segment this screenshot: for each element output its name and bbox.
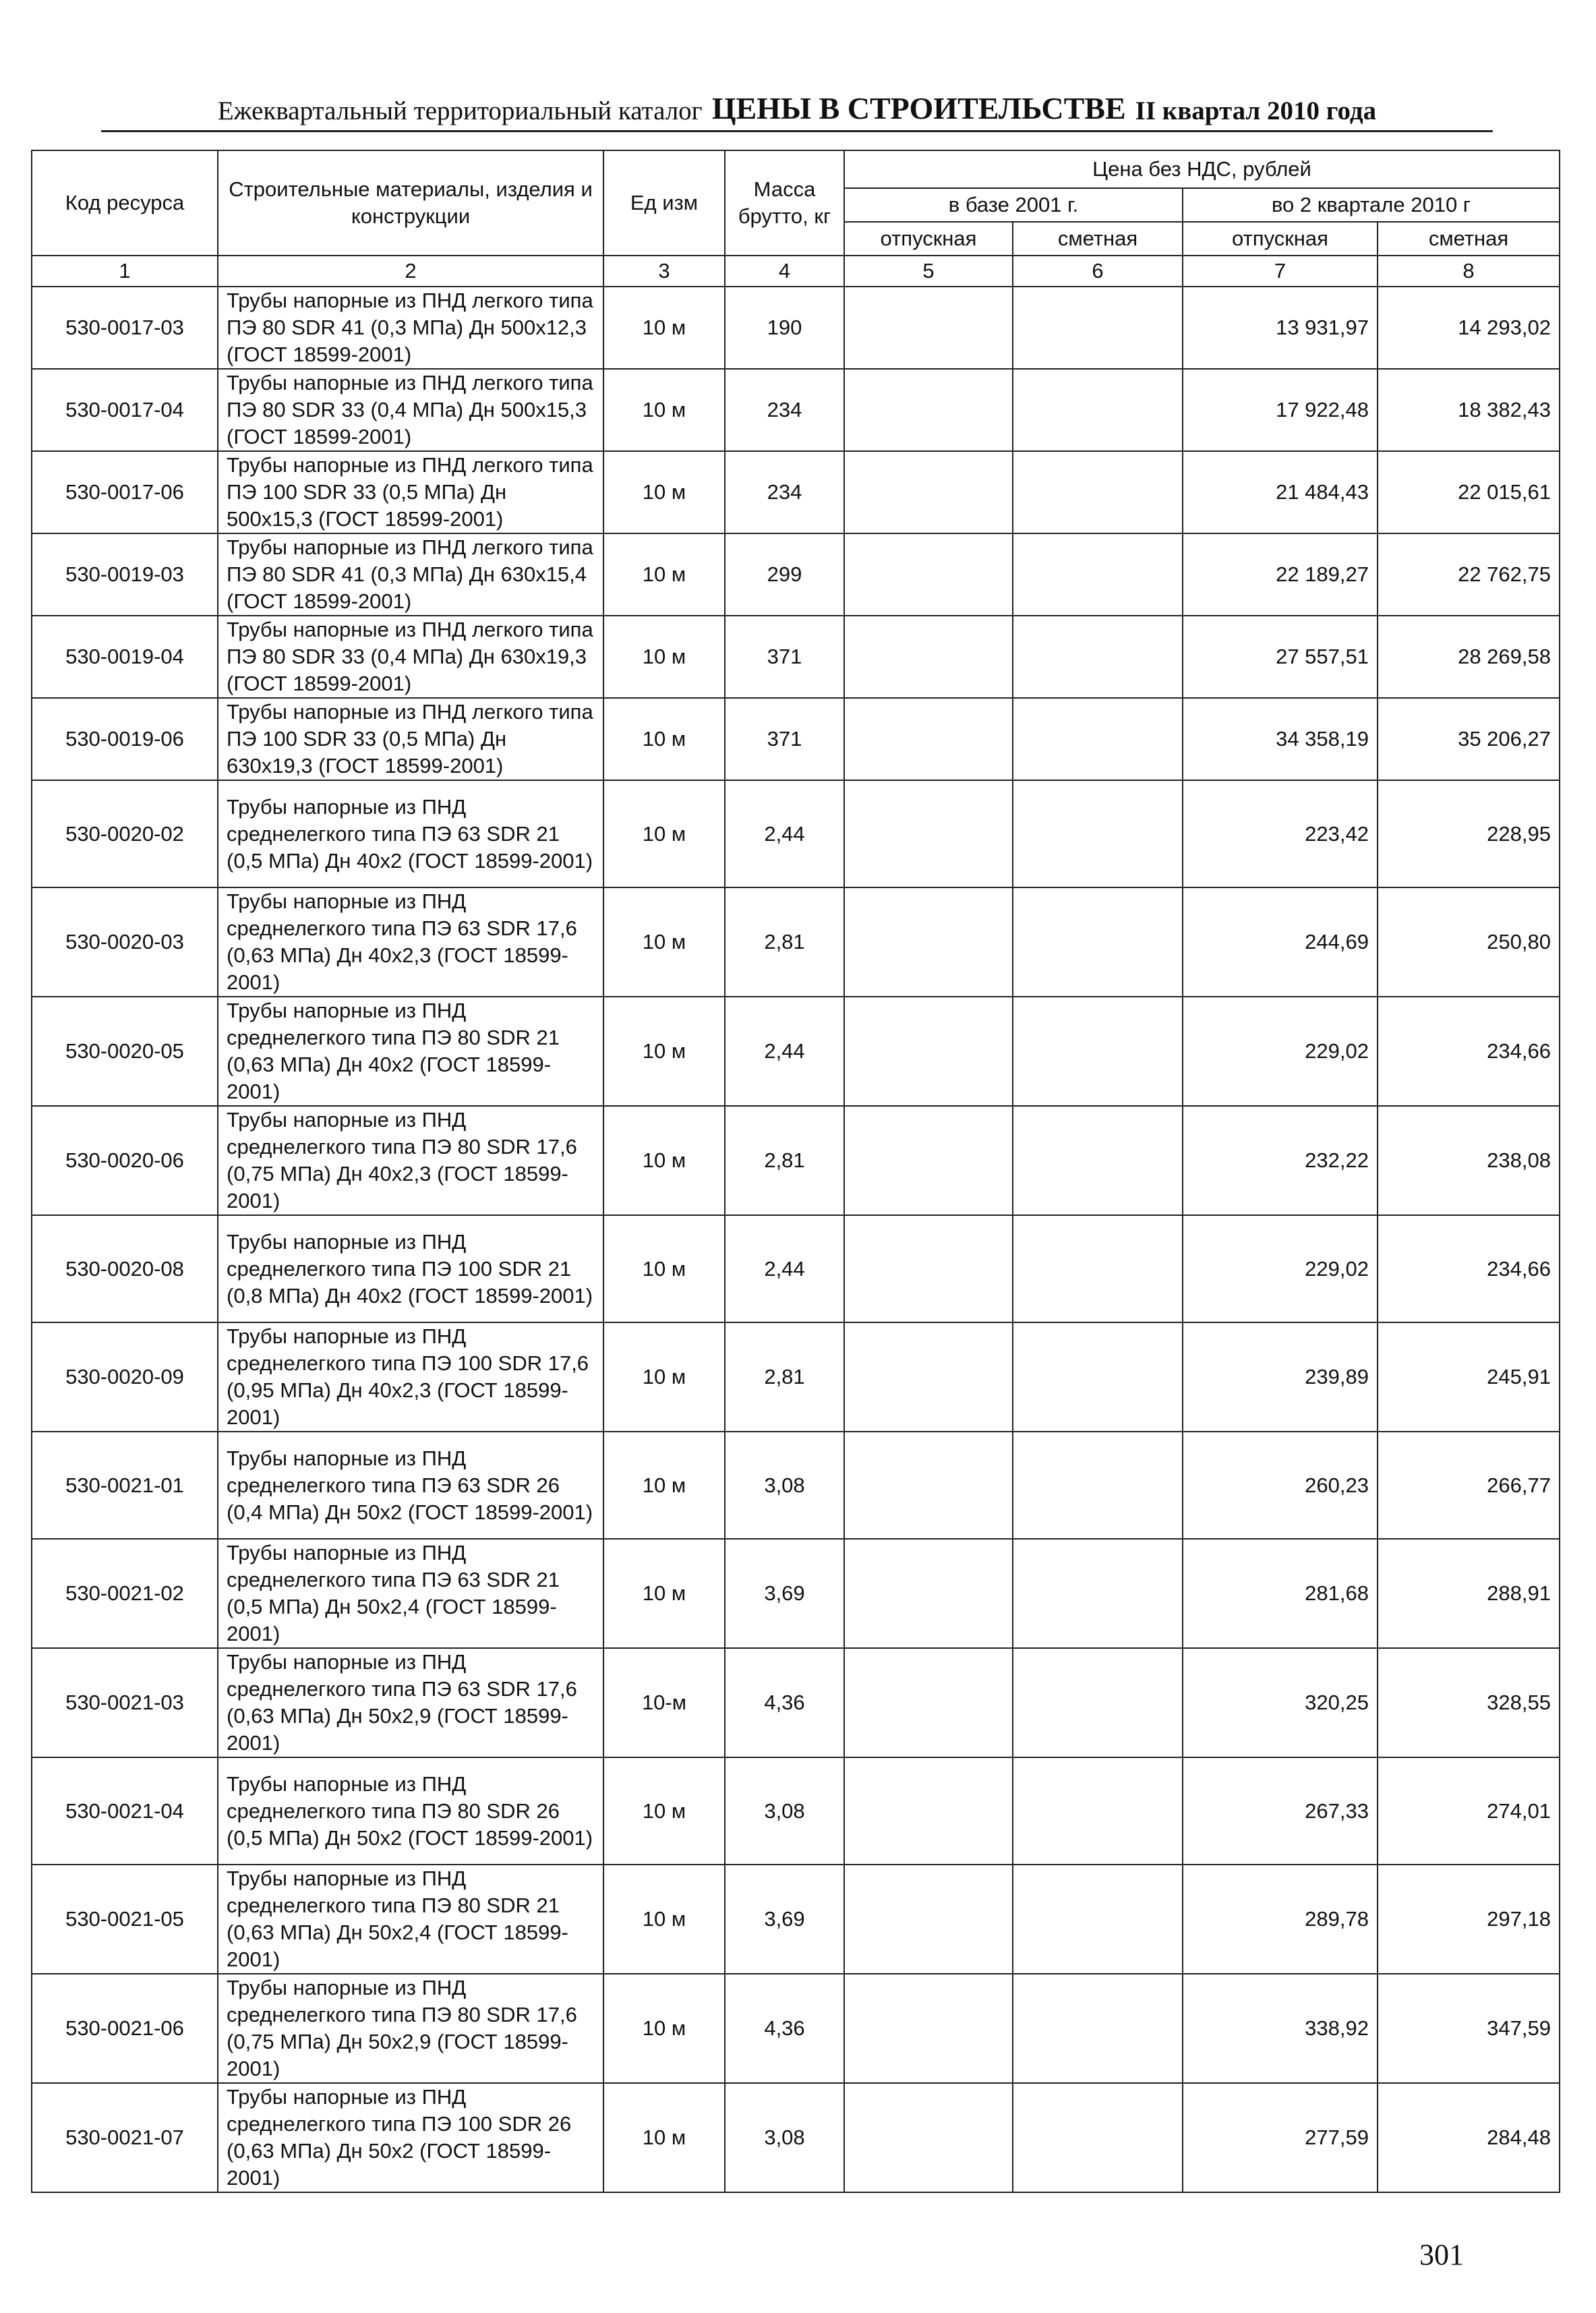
base-release-price bbox=[844, 616, 1013, 698]
table-row bbox=[32, 616, 1560, 698]
base-estimate-price bbox=[1013, 451, 1183, 533]
column-number: 7 bbox=[1183, 256, 1378, 287]
gross-mass: 299 bbox=[725, 533, 844, 616]
current-release-price: 229,02 bbox=[1183, 1215, 1378, 1322]
col-header-base-release: отпускная bbox=[844, 222, 1013, 256]
base-estimate-price bbox=[1013, 698, 1183, 780]
current-release-price: 338,92 bbox=[1183, 1974, 1378, 2083]
current-release-price: 17 922,48 bbox=[1183, 369, 1378, 451]
material-name: Трубы напорные из ПНД среднелегкого типа ПЭ 80 SDR 17,6 (0,75 МПа) Дн 50х2,9 (ГОСТ 18599-2001) bbox=[218, 1974, 603, 2083]
price-table bbox=[31, 150, 1560, 2193]
unit-of-measure: 10 м bbox=[603, 1432, 725, 1539]
column-number: 1 bbox=[32, 256, 218, 287]
current-estimate-price: 284,48 bbox=[1378, 2083, 1560, 2192]
gross-mass: 3,08 bbox=[725, 1757, 844, 1865]
base-release-price bbox=[844, 1215, 1013, 1322]
gross-mass: 4,36 bbox=[725, 1648, 844, 1757]
unit-of-measure: 10 м bbox=[603, 997, 725, 1106]
material-name: Трубы напорные из ПНД среднелегкого типа ПЭ 80 SDR 21 (0,63 МПа) Дн 50х2,4 (ГОСТ 18599-2001) bbox=[218, 1865, 603, 1974]
table-row bbox=[32, 1106, 1560, 1215]
current-release-price: 260,23 bbox=[1183, 1432, 1378, 1539]
base-estimate-price bbox=[1013, 997, 1183, 1106]
current-release-price: 289,78 bbox=[1183, 1865, 1378, 1974]
table-row bbox=[32, 698, 1560, 780]
current-estimate-price: 18 382,43 bbox=[1378, 369, 1560, 451]
table-row bbox=[32, 1322, 1560, 1432]
gross-mass: 3,08 bbox=[725, 1432, 844, 1539]
base-estimate-price bbox=[1013, 1865, 1183, 1974]
current-estimate-price: 266,77 bbox=[1378, 1432, 1560, 1539]
current-estimate-price: 228,95 bbox=[1378, 780, 1560, 887]
table-row bbox=[32, 1215, 1560, 1322]
material-name: Трубы напорные из ПНД среднелегкого типа ПЭ 80 SDR 17,6 (0,75 МПа) Дн 40х2,3 (ГОСТ 18599-2001) bbox=[218, 1106, 603, 1215]
resource-code: 530-0020-03 bbox=[32, 887, 218, 997]
col-header-price-group: Цена без НДС, рублей bbox=[844, 150, 1560, 188]
table-row bbox=[32, 887, 1560, 997]
header-title: ЦЕНЫ В СТРОИТЕЛЬСТВЕ bbox=[711, 91, 1126, 125]
unit-of-measure: 10 м bbox=[603, 287, 725, 369]
current-release-price: 34 358,19 bbox=[1183, 698, 1378, 780]
table-row bbox=[32, 1757, 1560, 1865]
base-estimate-price bbox=[1013, 780, 1183, 887]
column-number: 3 bbox=[603, 256, 725, 287]
material-name: Трубы напорные из ПНД среднелегкого типа ПЭ 100 SDR 26 (0,63 МПа) Дн 50х2 (ГОСТ 18599-2001) bbox=[218, 2083, 603, 2192]
table-row bbox=[32, 369, 1560, 451]
base-release-price bbox=[844, 1539, 1013, 1648]
current-estimate-price: 234,66 bbox=[1378, 997, 1560, 1106]
current-estimate-price: 245,91 bbox=[1378, 1322, 1560, 1432]
current-estimate-price: 297,18 bbox=[1378, 1865, 1560, 1974]
resource-code: 530-0017-03 bbox=[32, 287, 218, 369]
current-estimate-price: 238,08 bbox=[1378, 1106, 1560, 1215]
col-header-cur-release: отпускная bbox=[1183, 222, 1378, 256]
base-estimate-price bbox=[1013, 1432, 1183, 1539]
table-row bbox=[32, 997, 1560, 1106]
page-number: 301 bbox=[1419, 2238, 1464, 2271]
gross-mass: 2,81 bbox=[725, 1322, 844, 1432]
gross-mass: 2,81 bbox=[725, 1106, 844, 1215]
col-header-current-group: во 2 квартале 2010 г bbox=[1183, 188, 1560, 222]
resource-code: 530-0019-06 bbox=[32, 698, 218, 780]
base-release-price bbox=[844, 1757, 1013, 1865]
col-header-mass: Масса брутто, кг bbox=[725, 150, 844, 256]
base-release-price bbox=[844, 887, 1013, 997]
current-release-price: 281,68 bbox=[1183, 1539, 1378, 1648]
header-period: II квартал 2010 года bbox=[1135, 96, 1377, 125]
column-number-row bbox=[32, 256, 1560, 287]
table-row bbox=[32, 451, 1560, 533]
resource-code: 530-0021-05 bbox=[32, 1865, 218, 1974]
material-name: Трубы напорные из ПНД легкого типа ПЭ 80 SDR 33 (0,4 МПа) Дн 500х15,3 (ГОСТ 18599-2001) bbox=[218, 369, 603, 451]
base-release-price bbox=[844, 780, 1013, 887]
unit-of-measure: 10 м bbox=[603, 1106, 725, 1215]
base-release-price bbox=[844, 369, 1013, 451]
base-release-price bbox=[844, 1106, 1013, 1215]
base-estimate-price bbox=[1013, 2083, 1183, 2192]
col-header-base-estimate: сметная bbox=[1013, 222, 1183, 256]
material-name: Трубы напорные из ПНД среднелегкого типа ПЭ 100 SDR 21 (0,8 МПа) Дн 40х2 (ГОСТ 18599-2001) bbox=[218, 1215, 603, 1322]
col-header-base-group: в базе 2001 г. bbox=[844, 188, 1183, 222]
base-estimate-price bbox=[1013, 616, 1183, 698]
unit-of-measure: 10-м bbox=[603, 1648, 725, 1757]
base-release-price bbox=[844, 533, 1013, 616]
material-name: Трубы напорные из ПНД легкого типа ПЭ 80 SDR 41 (0,3 МПа) Дн 500х12,3 (ГОСТ 18599-2001) bbox=[218, 287, 603, 369]
current-estimate-price: 28 269,58 bbox=[1378, 616, 1560, 698]
resource-code: 530-0021-06 bbox=[32, 1974, 218, 2083]
material-name: Трубы напорные из ПНД среднелегкого типа ПЭ 63 SDR 17,6 (0,63 МПа) Дн 50х2,9 (ГОСТ 18599-2001) bbox=[218, 1648, 603, 1757]
material-name: Трубы напорные из ПНД среднелегкого типа ПЭ 80 SDR 26 (0,5 МПа) Дн 50х2 (ГОСТ 18599-2001) bbox=[218, 1757, 603, 1865]
column-number: 8 bbox=[1378, 256, 1560, 287]
base-estimate-price bbox=[1013, 287, 1183, 369]
current-release-price: 277,59 bbox=[1183, 2083, 1378, 2192]
unit-of-measure: 10 м bbox=[603, 887, 725, 997]
resource-code: 530-0020-06 bbox=[32, 1106, 218, 1215]
resource-code: 530-0020-09 bbox=[32, 1322, 218, 1432]
base-release-price bbox=[844, 2083, 1013, 2192]
material-name: Трубы напорные из ПНД легкого типа ПЭ 80 SDR 33 (0,4 МПа) Дн 630х19,3 (ГОСТ 18599-2001) bbox=[218, 616, 603, 698]
current-estimate-price: 234,66 bbox=[1378, 1215, 1560, 1322]
table-row bbox=[32, 533, 1560, 616]
col-header-cur-estimate: сметная bbox=[1378, 222, 1560, 256]
base-release-price bbox=[844, 1865, 1013, 1974]
gross-mass: 371 bbox=[725, 616, 844, 698]
gross-mass: 2,81 bbox=[725, 887, 844, 997]
unit-of-measure: 10 м bbox=[603, 780, 725, 887]
base-estimate-price bbox=[1013, 1974, 1183, 2083]
resource-code: 530-0017-06 bbox=[32, 451, 218, 533]
current-release-price: 27 557,51 bbox=[1183, 616, 1378, 698]
current-estimate-price: 328,55 bbox=[1378, 1648, 1560, 1757]
current-estimate-price: 35 206,27 bbox=[1378, 698, 1560, 780]
col-header-unit: Ед изм bbox=[603, 150, 725, 256]
resource-code: 530-0021-02 bbox=[32, 1539, 218, 1648]
resource-code: 530-0020-08 bbox=[32, 1215, 218, 1322]
current-release-price: 244,69 bbox=[1183, 887, 1378, 997]
base-estimate-price bbox=[1013, 1106, 1183, 1215]
current-release-price: 320,25 bbox=[1183, 1648, 1378, 1757]
base-release-price bbox=[844, 287, 1013, 369]
material-name: Трубы напорные из ПНД среднелегкого типа ПЭ 63 SDR 26 (0,4 МПа) Дн 50х2 (ГОСТ 18599-2001) bbox=[218, 1432, 603, 1539]
material-name: Трубы напорные из ПНД среднелегкого типа ПЭ 63 SDR 21 (0,5 МПа) Дн 50х2,4 (ГОСТ 18599-2001) bbox=[218, 1539, 603, 1648]
current-release-price: 267,33 bbox=[1183, 1757, 1378, 1865]
unit-of-measure: 10 м bbox=[603, 616, 725, 698]
gross-mass: 234 bbox=[725, 451, 844, 533]
gross-mass: 2,44 bbox=[725, 1215, 844, 1322]
column-number: 5 bbox=[844, 256, 1013, 287]
resource-code: 530-0021-01 bbox=[32, 1432, 218, 1539]
current-release-price: 13 931,97 bbox=[1183, 287, 1378, 369]
unit-of-measure: 10 м bbox=[603, 451, 725, 533]
base-release-price bbox=[844, 1974, 1013, 2083]
table-row bbox=[32, 1648, 1560, 1757]
table-row bbox=[32, 1539, 1560, 1648]
gross-mass: 3,69 bbox=[725, 1539, 844, 1648]
resource-code: 530-0019-03 bbox=[32, 533, 218, 616]
col-header-code: Код ресурса bbox=[32, 150, 218, 256]
material-name: Трубы напорные из ПНД среднелегкого типа ПЭ 80 SDR 21 (0,63 МПа) Дн 40х2 (ГОСТ 18599-2001) bbox=[218, 997, 603, 1106]
base-estimate-price bbox=[1013, 1322, 1183, 1432]
base-release-price bbox=[844, 1322, 1013, 1432]
base-release-price bbox=[844, 451, 1013, 533]
gross-mass: 234 bbox=[725, 369, 844, 451]
base-estimate-price bbox=[1013, 369, 1183, 451]
current-release-price: 239,89 bbox=[1183, 1322, 1378, 1432]
unit-of-measure: 10 м bbox=[603, 698, 725, 780]
base-release-price bbox=[844, 698, 1013, 780]
current-release-price: 229,02 bbox=[1183, 997, 1378, 1106]
current-estimate-price: 347,59 bbox=[1378, 1974, 1560, 2083]
base-estimate-price bbox=[1013, 533, 1183, 616]
col-header-name: Строительные материалы, изделия и конструкции bbox=[218, 150, 603, 256]
material-name: Трубы напорные из ПНД среднелегкого типа ПЭ 100 SDR 17,6 (0,95 МПа) Дн 40х2,3 (ГОСТ 18599-2001) bbox=[218, 1322, 603, 1432]
base-release-price bbox=[844, 1648, 1013, 1757]
material-name: Трубы напорные из ПНД среднелегкого типа ПЭ 63 SDR 21 (0,5 МПа) Дн 40х2 (ГОСТ 18599-2001) bbox=[218, 780, 603, 887]
current-release-price: 223,42 bbox=[1183, 780, 1378, 887]
base-estimate-price bbox=[1013, 1648, 1183, 1757]
column-number: 2 bbox=[218, 256, 603, 287]
table-row bbox=[32, 287, 1560, 369]
table-row bbox=[32, 1865, 1560, 1974]
current-estimate-price: 250,80 bbox=[1378, 887, 1560, 997]
current-estimate-price: 22 015,61 bbox=[1378, 451, 1560, 533]
base-estimate-price bbox=[1013, 1757, 1183, 1865]
gross-mass: 3,08 bbox=[725, 2083, 844, 2192]
unit-of-measure: 10 м bbox=[603, 1215, 725, 1322]
gross-mass: 2,44 bbox=[725, 997, 844, 1106]
catalog-header bbox=[101, 80, 1493, 132]
base-estimate-price bbox=[1013, 887, 1183, 997]
unit-of-measure: 10 м bbox=[603, 1865, 725, 1974]
table-row bbox=[32, 780, 1560, 887]
base-estimate-price bbox=[1013, 1539, 1183, 1648]
table-row bbox=[32, 2083, 1560, 2192]
unit-of-measure: 10 м bbox=[603, 2083, 725, 2192]
unit-of-measure: 10 м bbox=[603, 1757, 725, 1865]
gross-mass: 190 bbox=[725, 287, 844, 369]
unit-of-measure: 10 м bbox=[603, 1322, 725, 1432]
resource-code: 530-0021-04 bbox=[32, 1757, 218, 1865]
column-number: 6 bbox=[1013, 256, 1183, 287]
gross-mass: 2,44 bbox=[725, 780, 844, 887]
unit-of-measure: 10 м bbox=[603, 369, 725, 451]
column-number: 4 bbox=[725, 256, 844, 287]
table-row bbox=[32, 1432, 1560, 1539]
resource-code: 530-0021-07 bbox=[32, 2083, 218, 2192]
unit-of-measure: 10 м bbox=[603, 1539, 725, 1648]
resource-code: 530-0019-04 bbox=[32, 616, 218, 698]
resource-code: 530-0020-02 bbox=[32, 780, 218, 887]
material-name: Трубы напорные из ПНД легкого типа ПЭ 100 SDR 33 (0,5 МПа) Дн 500х15,3 (ГОСТ 18599-2001) bbox=[218, 451, 603, 533]
current-estimate-price: 288,91 bbox=[1378, 1539, 1560, 1648]
unit-of-measure: 10 м bbox=[603, 533, 725, 616]
base-release-price bbox=[844, 1432, 1013, 1539]
unit-of-measure: 10 м bbox=[603, 1974, 725, 2083]
current-release-price: 232,22 bbox=[1183, 1106, 1378, 1215]
gross-mass: 4,36 bbox=[725, 1974, 844, 2083]
base-estimate-price bbox=[1013, 1215, 1183, 1322]
material-name: Трубы напорные из ПНД легкого типа ПЭ 100 SDR 33 (0,5 МПа) Дн 630х19,3 (ГОСТ 18599-2001) bbox=[218, 698, 603, 780]
current-estimate-price: 274,01 bbox=[1378, 1757, 1560, 1865]
current-release-price: 22 189,27 bbox=[1183, 533, 1378, 616]
resource-code: 530-0021-03 bbox=[32, 1648, 218, 1757]
resource-code: 530-0017-04 bbox=[32, 369, 218, 451]
material-name: Трубы напорные из ПНД среднелегкого типа ПЭ 63 SDR 17,6 (0,63 МПа) Дн 40х2,3 (ГОСТ 18599-2001) bbox=[218, 887, 603, 997]
table-row bbox=[32, 1974, 1560, 2083]
gross-mass: 3,69 bbox=[725, 1865, 844, 1974]
current-estimate-price: 14 293,02 bbox=[1378, 287, 1560, 369]
resource-code: 530-0020-05 bbox=[32, 997, 218, 1106]
material-name: Трубы напорные из ПНД легкого типа ПЭ 80 SDR 41 (0,3 МПа) Дн 630х15,4 (ГОСТ 18599-2001) bbox=[218, 533, 603, 616]
header-prefix: Ежеквартальный территориальный каталог bbox=[217, 96, 703, 125]
current-release-price: 21 484,43 bbox=[1183, 451, 1378, 533]
gross-mass: 371 bbox=[725, 698, 844, 780]
current-estimate-price: 22 762,75 bbox=[1378, 533, 1560, 616]
base-release-price bbox=[844, 997, 1013, 1106]
